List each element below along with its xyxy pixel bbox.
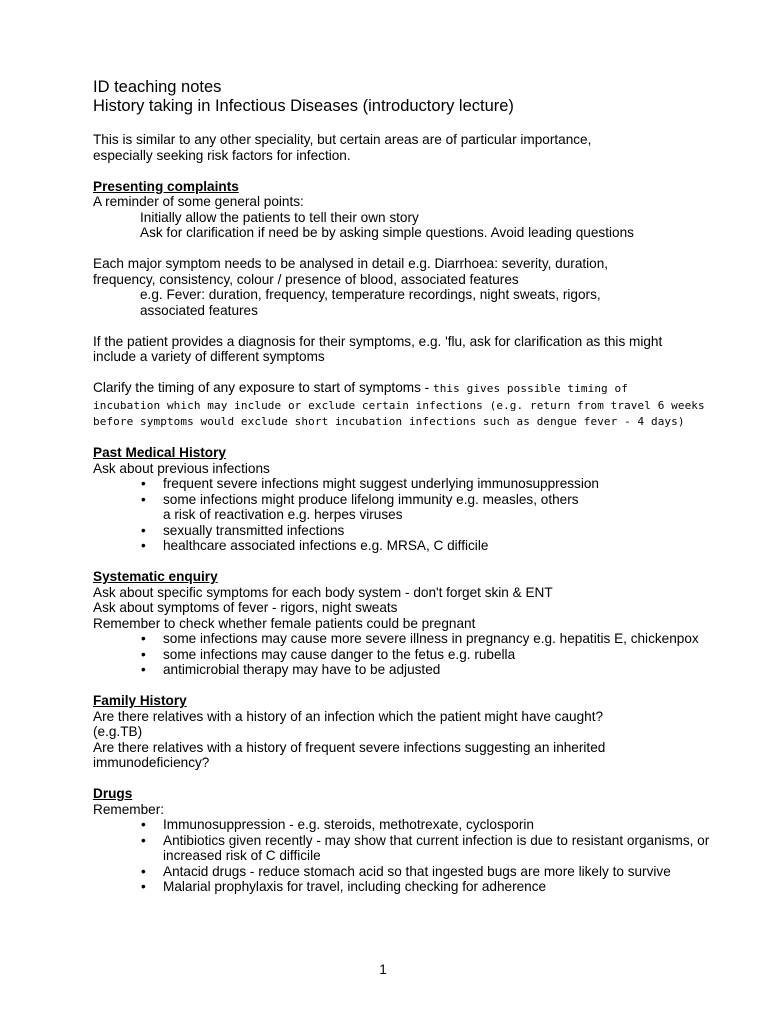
list-item: [93, 523, 713, 539]
page-number-text: 1: [379, 962, 387, 977]
list-item: [93, 631, 723, 647]
bullet-glyph: •: [141, 631, 146, 646]
drugs-list: [93, 817, 713, 895]
family-history-heading: Family History: [93, 693, 187, 708]
list-item-text: Immunosuppression - e.g. steroids, methotrexate, cyclosporin: [163, 817, 534, 832]
fever-example: e.g. Fever: duration, frequency, temperature recordings, night sweats, rigors, associated features: [140, 287, 601, 318]
document-subtitle: History taking in Infectious Diseases (introductory lecture): [93, 97, 514, 115]
bullet-glyph: •: [141, 646, 146, 662]
timing-detail: before symptoms would exclude short incubation infections such as dengue fever - 4 days): [93, 415, 685, 428]
drugs-heading: Drugs: [93, 786, 133, 801]
symptom-analysis-paragraph: Each major symptom needs to be analysed in detail e.g. Diarrhoea: severity, duration, frequency, consistency, colour / presence of blood, associated features: [93, 256, 609, 287]
diagnosis-paragraph: If the patient provides a diagnosis for their symptoms, e.g. 'flu, ask for clarification as this might include a variety of different symptoms: [93, 333, 663, 364]
bullet-glyph: •: [141, 863, 146, 879]
document-page: [93, 78, 713, 895]
document-title: ID teaching notes: [93, 78, 222, 96]
list-item-text: some infections may cause danger to the fetus e.g. rubella: [163, 646, 516, 662]
list-item-text: sexually transmitted infections: [163, 522, 345, 538]
bullet-glyph: •: [141, 817, 146, 832]
list-item-text: some infections might produce lifelong immunity e.g. measles, others a risk of reactivation e.g. herpes viruses: [163, 491, 579, 522]
pmh-lead: Ask about previous infections: [93, 460, 270, 476]
presenting-lead: A reminder of some general points:: [93, 194, 304, 209]
timing-detail: incubation which may include or exclude certain infections (e.g. return from travel 6 weeks: [93, 398, 705, 412]
family-line: Are there relatives with a history of an infection which the patient might have caught? (e.g.TB): [93, 708, 604, 739]
past-medical-history-heading: Past Medical History: [93, 445, 226, 460]
list-item-text: Malarial prophylaxis for travel, including checking for adherence: [163, 879, 547, 894]
family-line: Are there relatives with a history of frequent severe infections suggesting an inherited immunodeficiency?: [93, 739, 606, 770]
bullet-glyph: •: [141, 522, 146, 538]
presenting-point: Initially allow the patients to tell their own story: [140, 209, 419, 225]
systematic-list: [93, 631, 713, 678]
page-number: [0, 962, 768, 977]
bullet-glyph: •: [141, 476, 146, 491]
bullet-glyph: •: [141, 832, 146, 848]
systematic-line: Remember to check whether female patients could be pregnant: [93, 615, 476, 631]
list-item: [93, 879, 713, 895]
bullet-glyph: •: [141, 662, 146, 677]
presenting-complaints-heading: Presenting complaints: [93, 178, 239, 194]
list-item: [93, 538, 713, 554]
timing-paragraph: [93, 380, 713, 430]
list-item: [93, 476, 713, 492]
bullet-glyph: •: [141, 879, 146, 894]
list-item-text: antimicrobial therapy may have to be adjusted: [163, 662, 441, 677]
bullet-glyph: •: [141, 538, 146, 553]
bullet-glyph: •: [141, 491, 146, 507]
presenting-point: Ask for clarification if need be by asking simple questions. Avoid leading questions: [140, 225, 634, 240]
list-item: [93, 817, 713, 833]
list-item-text: some infections may cause more severe illness in pregnancy e.g. hepatitis E, chickenpox: [163, 631, 699, 646]
list-item-text: Antacid drugs - reduce stomach acid so that ingested bugs are more likely to survive: [163, 863, 671, 879]
drugs-lead: Remember:: [93, 801, 165, 817]
list-item-text: Antibiotics given recently - may show that current infection is due to resistant organisms, or increased risk of C difficile: [163, 832, 710, 863]
list-item: [93, 864, 733, 880]
list-item: [93, 662, 713, 678]
pmh-list: [93, 476, 713, 554]
intro-paragraph: This is similar to any other speciality, but certain areas are of particular importance, especially seeking risk factors for infection.: [93, 132, 592, 163]
systematic-line: Ask about symptoms of fever - rigors, night sweats: [93, 600, 398, 615]
timing-lead: Clarify the timing of any exposure to start of symptoms -: [93, 380, 433, 395]
timing-detail: this gives possible timing of: [432, 382, 628, 395]
list-item-text: healthcare associated infections e.g. MRSA, C difficile: [163, 538, 489, 553]
list-item: [93, 833, 723, 864]
systematic-line: Ask about specific symptoms for each body system - don't forget skin & ENT: [93, 584, 553, 600]
systematic-enquiry-heading: Systematic enquiry: [93, 569, 218, 584]
list-item-text: frequent severe infections might suggest underlying immunosuppression: [163, 476, 599, 491]
list-item: [93, 647, 713, 663]
list-item: [93, 492, 583, 523]
